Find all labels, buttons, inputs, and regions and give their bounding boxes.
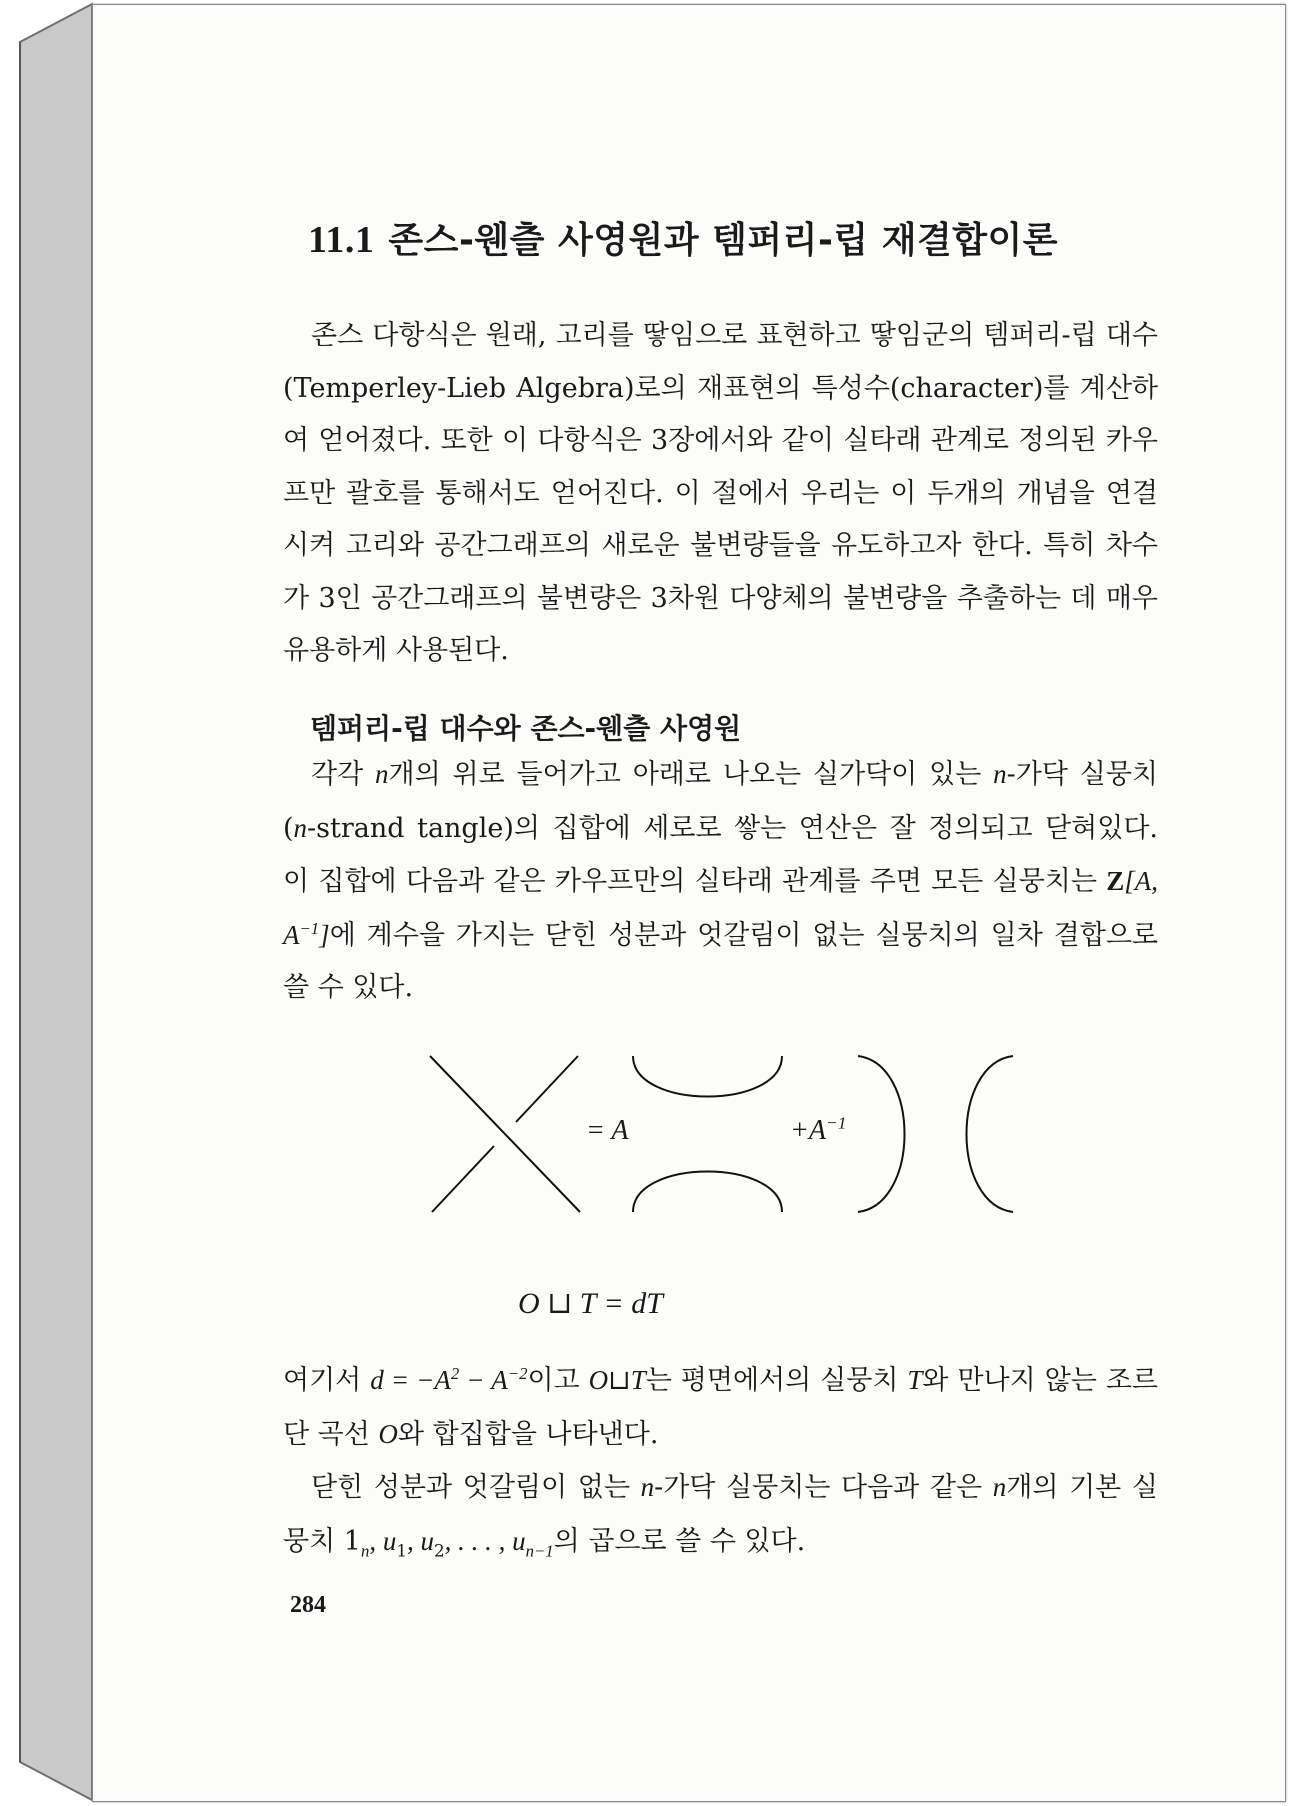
eq-A-label: = A [586,1115,629,1146]
skein-relation-figure [420,1040,1020,1224]
crossing-under-strand-bottom [432,1146,494,1212]
crossing-over-strand [430,1056,580,1212]
smoothing-left-arc [967,1056,1014,1212]
section-title [308,212,1058,263]
ring-z: Z [1106,866,1125,896]
disjoint-union-equation: O ⊔ T = dT [518,1287,663,1320]
smoothing-right-arc [858,1056,905,1212]
crossing-under-strand-top [516,1056,578,1122]
after-paragraph [283,1354,1158,1568]
plus-A-inverse-label: $+A^{-1}$ [790,1113,847,1146]
intro-text: 존스 다항식은 원래, 고리를 땋임으로 표현하고 땋임군의 템퍼리-립 대수(Temperley-Lieb Algebra)로의 재표현의 특성수(character)를 계산하여 얻어졌다. 또한 이 다항식은 3장에서와 같이 실타래 관계로 정의된 카우프만 괄호를 통해서도 얻어진다. 이 절에서 우리는 이 두개의 개념을 연결시켜 고리와 공간그래프의 새로운 불변량들을 유도하고자 한다. 특히 차수가 3인 공간그래프의 불변량은 3차원 다양체의 불변량을 추출하는 데 매우 유용하게 사용된다. [283,320,1158,666]
subsection-title: 템퍼리-립 대수와 존스-웬츨 사영원 [310,712,742,745]
last-text: 닫힌 성분과 엇갈림이 없는 n-가닥 실뭉치는 다음과 같은 n개의 기본 실뭉치 $1_n$, $u_1$, $u_2$, . . . , $u_{n-1}$의 곱으로 쓸 수 있다. [283,1472,1159,1560]
skein-diagram [420,1040,1020,1220]
section-number: 11.1 [308,219,375,261]
page-number: 284 [290,1592,326,1618]
tangle-paragraph [283,748,1158,1015]
intro-paragraph [283,310,1158,678]
after-text: 여기서 $d = -A^2 - A^{-2}$이고 O⊔T는 평면에서의 실뭉치 T와 만나지 않는 조르단 곡선 O와 합집합을 나타낸다. [283,1364,1158,1450]
smoothing-bottom-arc [633,1172,782,1213]
smoothing-top-arc [633,1056,782,1097]
section-title-text: 존스-웬츨 사영원과 템퍼리-립 재결합이론 [388,220,1059,261]
tangle-text: 각각 n개의 위로 들어가고 아래로 나오는 실가닥이 있는 n-가닥 실뭉치(n-strand tangle)의 집합에 세로로 쌓는 연산은 잘 정의되고 닫혀있다. 이 집합에 다음과 같은 카우프만의 실타래 관계를 주면 모든 실뭉치는 Z[A, $A^{-1}$]에 계수을 가지는 닫힌 성분과 엇갈림이 없는 실뭉치의 일차 결합으로 쓸 수 있다. [283,759,1158,1003]
book-spine [0,0,96,1806]
